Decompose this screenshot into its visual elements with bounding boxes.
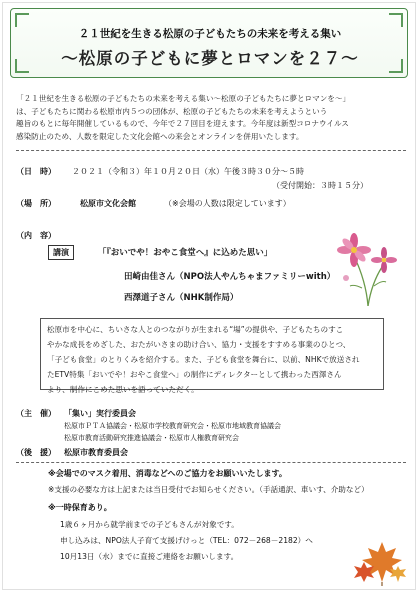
organizer-members: 松原市ＰＴＡ協議会・松原市学校教育研究会・松原市地域教育協議会 (64, 422, 281, 430)
lecture-badge: 講演 (48, 245, 74, 260)
description-line: より、制作にこめた思いを語っていただく。 (47, 385, 199, 394)
intro-line: 趣旨のもとに毎年開催しているもので、今年で２７回目を迎えます。今年度は新型コロナウイルス (16, 119, 349, 129)
intro-line: は、子どもたちに関わる松原市内５つの団体が、松原の子どもたちの未来を考えようという (16, 106, 328, 116)
event-title: ～松原の子どもに夢とロマンを２７～ (61, 49, 359, 68)
place-note: （※会場の人数は限定しています） (164, 199, 291, 208)
note-application: 申し込みは、NPO法人子育て支援げけっと（TEL：072－268－2182）へ (60, 536, 313, 545)
description-line: たETV特集「おいでや！おやこ食堂へ」の制作にディレクターとして携わった西澤さん (47, 370, 342, 379)
intro-paragraph (16, 93, 406, 143)
reception-time: （受付開始：３時１５分） (272, 181, 368, 190)
date-value: ２０２１（令和３）年１０月２０日（水）午後３時３０分～５時 (72, 167, 304, 176)
place-value: 松原市文化会館 (80, 199, 136, 208)
banner-corner (389, 13, 403, 27)
intro-line: 感染防止のため、人数を限定した文化会館への来会とオンラインを併用いたします。 (16, 131, 304, 141)
organizer-members: 松原市教育活動研究推進協議会・松原市人権教育研究会 (64, 434, 239, 442)
support-label: （後 援） (16, 448, 56, 457)
description-line: 松原市を中心に、ちいさな人とのつながりが生まれる“場”の提供や、子どもたちのすこ (47, 325, 344, 334)
place-label: （場 所） (16, 199, 56, 208)
title-banner (10, 8, 408, 78)
divider (16, 462, 406, 463)
note-support: ※支援の必要な方は上記または当日受付でお知らせください。（手話通訳、車いす、介助など） (48, 485, 369, 494)
description-line: やかな成長をめざした、おたがいさまの助け合い、協力・支援をすすめる事業のひとつ、 (47, 340, 351, 349)
content-label: （内 容） (16, 231, 56, 240)
description-line: 「子ども食堂」のとりくみを紹介する。また、子ども食堂を舞台に、以前、NHKで放送され (47, 355, 360, 364)
organizer-value: 「集い」実行委員会 (64, 409, 136, 418)
event-subtitle: ２１世紀を生きる松原の子どもたちの未来を考える集い (78, 28, 342, 40)
date-label: （日 時） (16, 167, 56, 176)
organizer-label: （主 催） (16, 409, 56, 418)
intro-line: 「２１世紀を生きる松原の子どもたちの未来を考える集い～松原の子どもたちに夢とロマンを～」 (16, 94, 351, 103)
lecture-title: 「『おいでや！おやこ食堂へ』に込めた思い」 (98, 248, 273, 258)
support-value: 松原市教育委員会 (64, 448, 128, 457)
autumn-leaves-illustration (352, 536, 412, 586)
note-childcare: ※一時保育あり。 (48, 503, 112, 512)
note-childcare-age: 1歳６ヶ月から就学前までの子どもさんが対象です。 (60, 520, 239, 529)
banner-corner (15, 13, 29, 27)
speaker-2: 西澤道子さん（NHK制作局） (124, 293, 239, 303)
speaker-1: 田崎由佳さん（NPO法人やんちゃまファミリーwith） (124, 272, 336, 282)
note-deadline: 10月13日（水）までに直接ご連絡をお願いします。 (60, 552, 239, 561)
cosmos-flower-illustration (332, 226, 404, 306)
note-mask: ※会場でのマスク着用、消毒などへのご協力をお願いいたします。 (48, 469, 287, 478)
lecture-description (40, 318, 384, 394)
divider (16, 150, 406, 151)
